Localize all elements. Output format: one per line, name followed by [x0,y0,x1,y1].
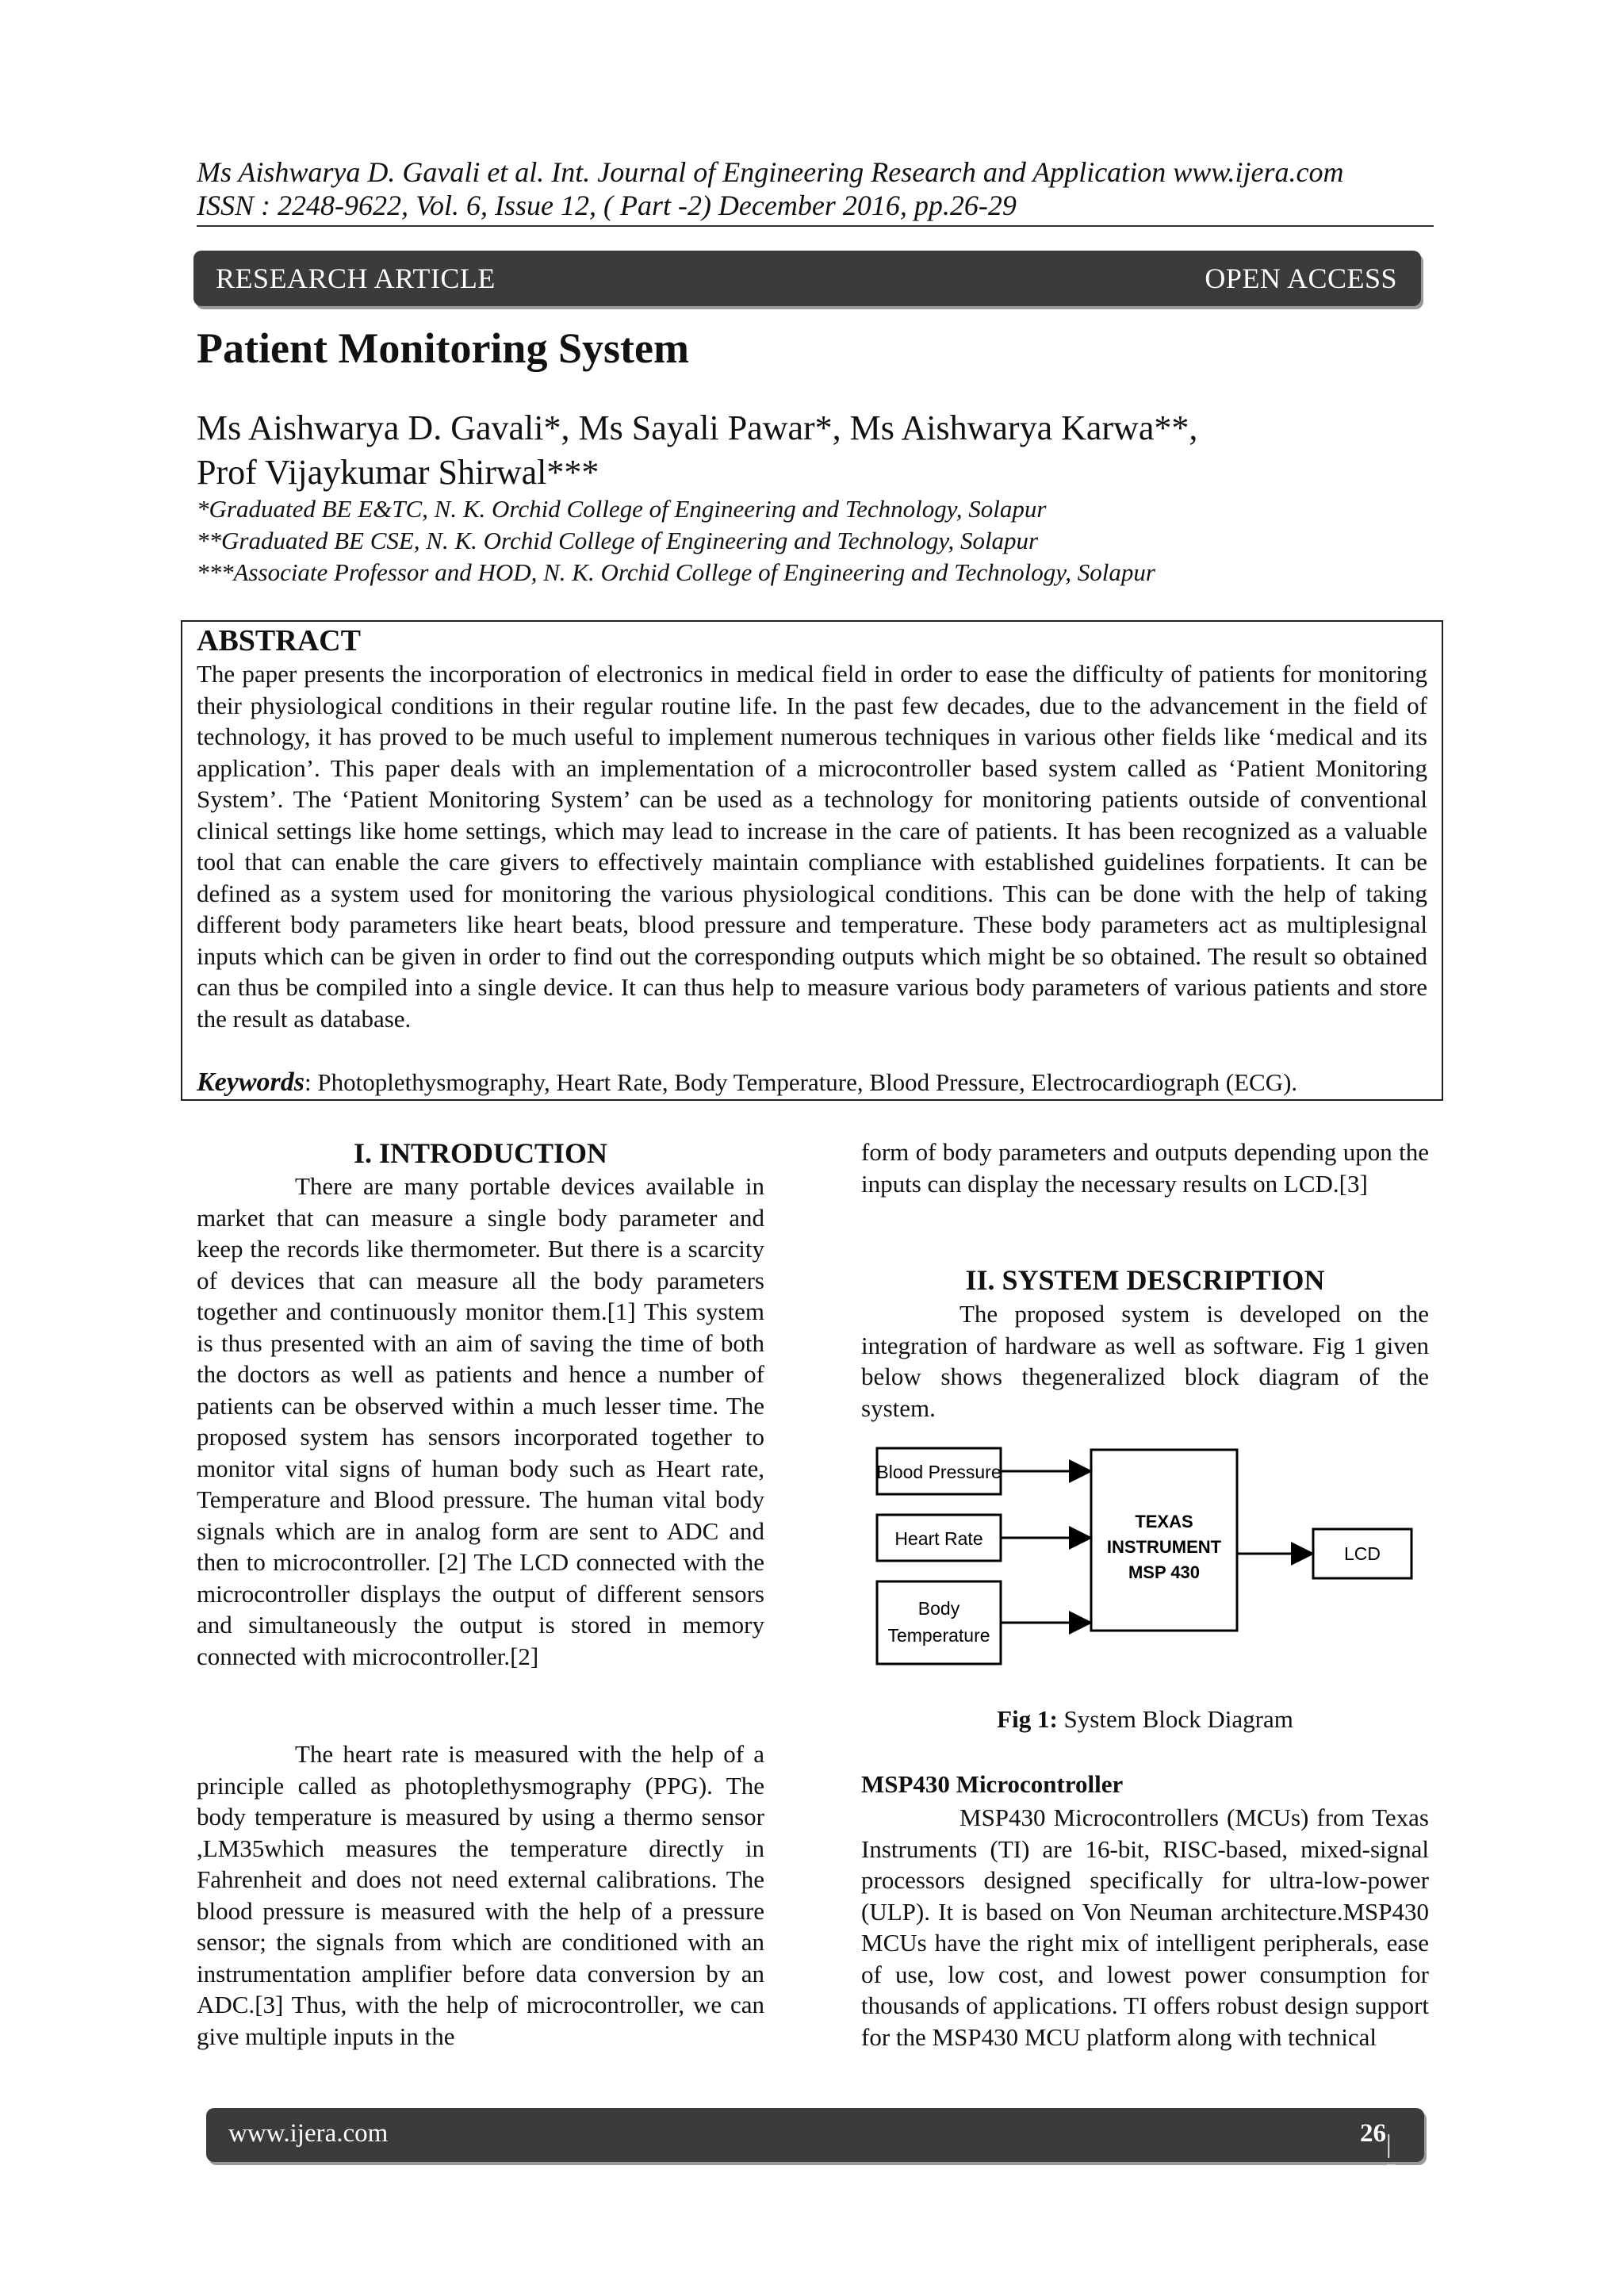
author-list [197,406,1197,495]
page-label: | P a g e [1386,2130,1400,2276]
footer-site: www.ijera.com [228,2119,389,2148]
mcu-line1: TEXAS [1135,1512,1193,1531]
system-paragraph-1: The proposed system is developed on the integration of hardware as well as software. Fig 1 given below shows thegeneralized block diagram of the system. [861,1300,1429,1422]
abstract-text: The paper presents the incorporation of electronics in medical field in order to ease the difficulty of patients for monitoring their physiological conditions in their regular routine life. In the past few decades, due to the advancement in the field of technology, it has proved to be much useful to implement numerous techniques in various other fields like ‘medical and its application’. This paper deals with an implementation of a microcontroller based system called as ‘Patient Monitoring System’. The ‘Patient Monitoring System’ can be used as a technology for monitoring patients outside of conventional clinical settings like home settings, which may lead to increase in the care of patients. It has been recognized as a valuable tool that can enable the care givers to effectively maintain compliance with established guidelines forpatients. It can be defined as a system used for monitoring the various physiological conditions. This can be done with the help of taking different body parameters like heart beats, blood pressure and temperature. These body parameters act as multiplesignal inputs which can be given in order to find out the corresponding outputs which might be so obtained. The result so obtained can thus be compiled into a single device. It can thus help to measure various body parameters of various patients and store the result as database. [197,660,1427,1033]
intro-paragraph-2: The heart rate is measured with the help of a principle called as photoplethysmography (PPG). The body temperature is measured by using a thermo sensor ,LM35which measures the temperature directly in Fahrenheit and does not need external calibrations. The blood pressure is measured with the help of a pressure sensor; the signals from which are conditioned with an instrumentation amplifier before data conversion by an ADC.[3] Thus, with the help of microcontroller, we can give multiple inputs in the [197,1740,764,2050]
page-number: 26 [1360,2119,1386,2148]
open-access-label: OPEN ACCESS [1205,263,1397,294]
research-article-label: RESEARCH ARTICLE [216,263,496,294]
journal-header-line1: Ms Aishwarya D. Gavali et al. Int. Journal of Engineering Research and Application www.ijera.com [197,156,1344,188]
heart-rate-label: Heart Rate [894,1528,983,1549]
figure-caption [861,1705,1429,1734]
msp430-paragraph-1: MSP430 Microcontrollers (MCUs) from Texas Instruments (TI) are 16-bit, RISC-based, mixed-signal processors designed specifically for ultra-low-power (ULP). It is based on Von Neuman architecture.MSP430 MCUs have the right mix of intelligent peripherals, ease of use, low cost, and lowest power consumption for thousands of applications. TI offers robust design support for the MSP430 MCU platform along with technical [861,1803,1429,2051]
intro-paragraph-3: form of body parameters and outputs depending upon the inputs can display the necessary results on LCD.[3] [861,1138,1429,1198]
mcu-line3: MSP 430 [1128,1562,1201,1582]
lcd-block [1313,1529,1411,1578]
intro-paragraph-1: There are many portable devices available in market that can measure a single body parameter and keep the records like thermometer. But there is a scarcity of devices that can measure all the body parameters together and continuously monitor them.[1] This system is thus presented with an aim of saving the time of both the doctors as well as patients and hence a number of patients can be observed within a much lesser time. The proposed system has sensors incorporated together to monitor vital signs of human body such as Heart rate, Temperature and Blood pressure. The human vital body signals which are in analog form are sent to ADC and then to microcontroller. [2] The LCD connected with the microcontroller displays the output of different sensors and simultaneously the output is stored in memory connected with microcontroller.[2] [197,1172,764,1670]
body-temperature-block [877,1581,1001,1664]
article-type-banner [193,251,1421,306]
blood-pressure-label: Blood Pressure [876,1462,1002,1482]
footer-page [1360,2119,1400,2276]
temperature-label: Temperature [887,1625,990,1646]
affiliation-1: *Graduated BE E&TC, N. K. Orchid College of Engineering and Technology, Solapur [197,495,1047,523]
blood-pressure-block [876,1448,1001,1494]
msp430-heading: MSP430 Microcontroller [861,1770,1124,1798]
page-footer [206,2108,1424,2276]
system-heading: II. SYSTEM DESCRIPTION [965,1264,1325,1296]
journal-header-line2: ISSN : 2248-9622, Vol. 6, Issue 12, ( Part -2) December 2016, pp.26-29 [197,190,1017,221]
heart-rate-block [877,1515,1001,1561]
keywords-list: : Photoplethysmography, Heart Rate, Body Temperature, Blood Pressure, Electrocardiograph (ECG). [304,1068,1298,1096]
affiliations [197,493,1434,588]
keywords [197,1067,1434,1098]
figure-label: Fig 1: [997,1705,1058,1733]
affiliation-3: ***Associate Professor and HOD, N. K. Orchid College of Engineering and Technology, Solapur [197,558,1155,586]
authors-line1: Ms Aishwarya D. Gavali*, Ms Sayali Pawar*, Ms Aishwarya Karwa**, [197,408,1198,447]
header-rule [197,225,1434,227]
intro-heading: I. INTRODUCTION [353,1137,608,1169]
authors-line2: Prof Vijaykumar Shirwal*** [197,453,599,492]
affiliation-2: **Graduated BE CSE, N. K. Orchid College of Engineering and Technology, Solapur [197,527,1039,554]
system-block-diagram [864,1435,1435,1681]
paper-title: Patient Monitoring System [197,324,689,372]
figure-caption-text: System Block Diagram [1057,1705,1293,1733]
msp430-block [1091,1450,1237,1631]
abstract-heading: ABSTRACT [197,624,361,657]
mcu-line2: INSTRUMENT [1106,1537,1222,1557]
keywords-label: Keywords [197,1068,304,1097]
lcd-label: LCD [1343,1543,1381,1564]
body-label: Body [917,1598,960,1619]
